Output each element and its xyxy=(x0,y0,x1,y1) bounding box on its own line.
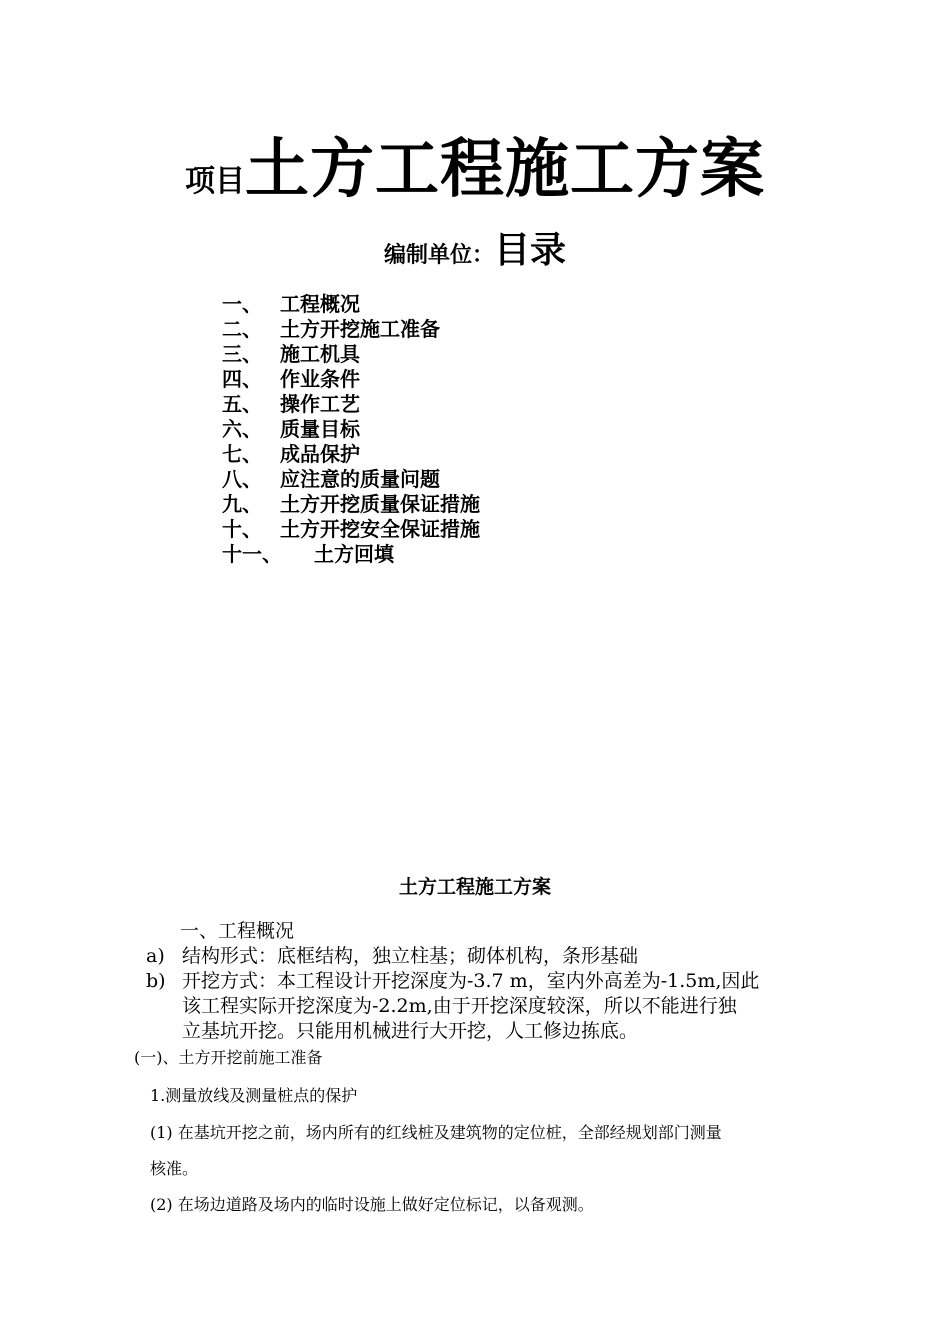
toc-text: 成品保护 xyxy=(280,442,360,466)
toc-item xyxy=(222,517,480,542)
toc-number: 五、 xyxy=(222,392,262,416)
document-title xyxy=(0,118,950,210)
paragraph-1-line1: (1) 在基坑开挖之前，场内所有的红线桩及建筑物的定位桩，全部经规划部门测量 xyxy=(150,1123,722,1142)
subsection-heading: (一)、土方开挖前施工准备 xyxy=(134,1048,323,1067)
toc-text: 施工机具 xyxy=(280,342,360,366)
item-text: 结构形式：底框结构，独立柱基；砌体机构，条形基础 xyxy=(182,945,639,967)
toc-item xyxy=(222,342,480,367)
toc-text: 工程概况 xyxy=(280,292,360,316)
list-item-b xyxy=(146,969,759,1044)
toc-number: 十一、 xyxy=(222,542,282,566)
toc-item xyxy=(222,367,480,392)
toc-text: 质量目标 xyxy=(280,417,360,441)
toc-item xyxy=(222,392,480,417)
paragraph-2: (2) 在场边道路及场内的临时设施上做好定位标记，以备观测。 xyxy=(150,1195,594,1214)
toc-number: 二、 xyxy=(222,317,262,341)
subsection-item-title: 1.测量放线及测量桩点的保护 xyxy=(150,1086,358,1105)
toc-item xyxy=(222,317,480,342)
item-text-line2: 该工程实际开挖深度为-2.2m,由于开挖深度较深，所以不能进行独 xyxy=(182,995,737,1017)
item-text-line3: 立基坑开挖。只能用机械进行大开挖，人工修边拣底。 xyxy=(182,1020,639,1042)
toc-number: 一、 xyxy=(222,292,262,316)
toc-text: 应注意的质量问题 xyxy=(280,467,440,491)
item-label: b) xyxy=(146,970,166,992)
toc-text: 操作工艺 xyxy=(280,392,360,416)
item-label: a) xyxy=(146,945,165,967)
section-title: 土方工程施工方案 xyxy=(398,876,551,898)
toc-heading: 目录 xyxy=(494,230,567,271)
toc-number: 十、 xyxy=(222,517,262,541)
toc-number: 七、 xyxy=(222,442,262,466)
toc-item xyxy=(222,417,480,442)
table-of-contents xyxy=(222,292,480,567)
list-item-a xyxy=(146,944,638,969)
title-main: 土方工程施工方案 xyxy=(245,133,765,207)
toc-number: 四、 xyxy=(222,367,262,391)
toc-item xyxy=(222,467,480,492)
toc-number: 九、 xyxy=(222,492,262,516)
toc-text: 土方回填 xyxy=(314,542,394,566)
paragraph-1-line2: 核准。 xyxy=(150,1159,199,1178)
title-prefix: 项目 xyxy=(185,164,245,199)
subtitle-line xyxy=(0,222,950,273)
toc-text: 作业条件 xyxy=(280,367,360,391)
toc-item xyxy=(222,492,480,517)
toc-item xyxy=(222,292,480,317)
toc-item xyxy=(222,442,480,467)
toc-text: 土方开挖质量保证措施 xyxy=(280,492,480,516)
toc-number: 三、 xyxy=(222,342,262,366)
compiling-unit-label: 编制单位： xyxy=(383,243,494,268)
toc-text: 土方开挖施工准备 xyxy=(280,317,440,341)
item-text-line1: 开挖方式：本工程设计开挖深度为-3.7 m，室内外高差为-1.5m,因此 xyxy=(182,970,760,992)
toc-item xyxy=(222,542,480,567)
toc-text: 土方开挖安全保证措施 xyxy=(280,517,480,541)
section-heading: 一、工程概况 xyxy=(180,920,295,942)
toc-number: 八、 xyxy=(222,467,262,491)
toc-number: 六、 xyxy=(222,417,262,441)
